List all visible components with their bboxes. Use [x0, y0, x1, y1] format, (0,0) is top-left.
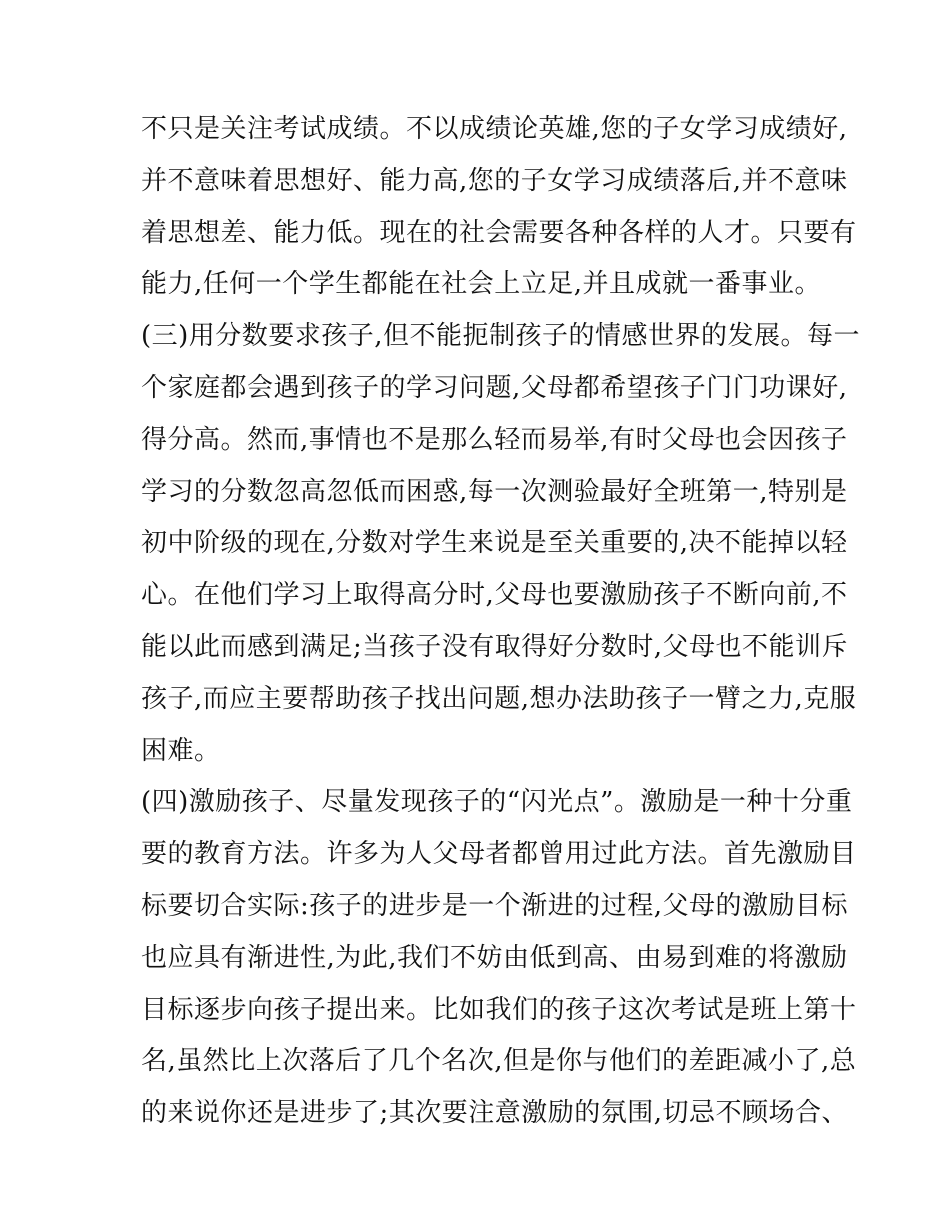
text-line: 名,虽然比上次落后了几个名次,但是你与他们的差距减小了,总	[141, 1046, 857, 1077]
text-line: 初中阶级的现在,分数对学生来说是至关重要的,决不能掉以轻	[141, 528, 848, 559]
text-line: 目标逐步向孩子提出来。比如我们的孩子这次考试是班上第十	[141, 994, 857, 1025]
text-line: 个家庭都会遇到孩子的学习问题,父母都希望孩子门门功课好,	[141, 372, 848, 403]
text-line: 能以此而感到满足;当孩子没有取得好分数时,父母也不能训斥	[141, 631, 849, 662]
text-line: 要的教育方法。许多为人父母者都曾用过此方法。首先激励目	[141, 839, 857, 870]
text-line: 孩子,而应主要帮助孩子找出问题,想办法助孩子一臂之力,克服	[141, 683, 857, 714]
text-line: 困难。	[141, 735, 221, 766]
text-line: 不只是关注考试成绩。不以成绩论英雄,您的子女学习成绩好,	[141, 114, 848, 144]
text-line: 学习的分数忽高忽低而困惑,每一次测验最好全班第一,特别是	[141, 476, 848, 507]
text-line: (四)激励孩子、尽量发现孩子的“闪光点”。激励是一种十分重	[141, 787, 853, 818]
text-line: 并不意味着思想好、能力高,您的子女学习成绩落后,并不意味	[141, 165, 848, 196]
text-line: 也应具有渐进性,为此,我们不妨由低到高、由易到难的将激励	[141, 942, 848, 973]
text-line: 的来说你还是进步了;其次要注意激励的氛围,切忌不顾场合、	[141, 1098, 849, 1129]
text-line: 心。在他们学习上取得高分时,父母也要激励孩子不断向前,不	[141, 580, 848, 611]
text-line: 得分高。然而,事情也不是那么轻而易举,有时父母也会因孩子	[141, 424, 848, 455]
text-line: (三)用分数要求孩子,但不能扼制孩子的情感世界的发展。每一	[141, 321, 861, 352]
body-text	[141, 104, 861, 1140]
text-line: 能力,任何一个学生都能在社会上立足,并且成就一番事业。	[141, 269, 822, 300]
text-line: 标要切合实际:孩子的进步是一个渐进的过程,父母的激励目标	[141, 890, 849, 921]
text-line: 着思想差、能力低。现在的社会需要各种各样的人才。只要有	[141, 217, 857, 248]
